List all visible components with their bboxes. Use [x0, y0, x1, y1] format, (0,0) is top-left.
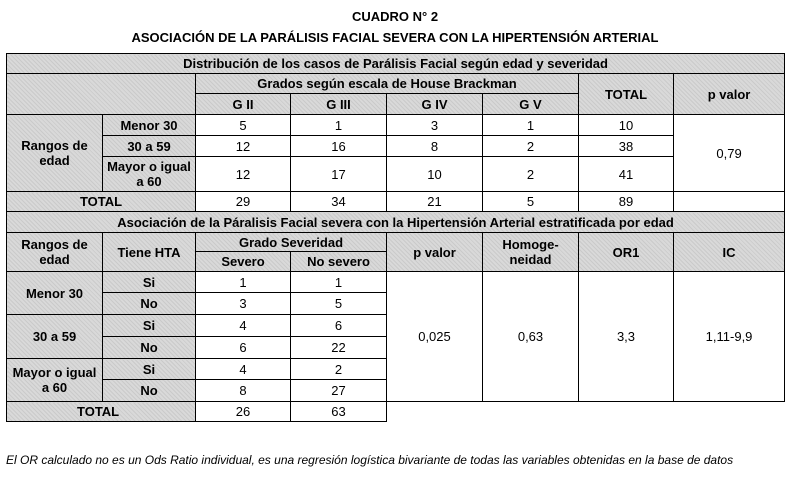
table-cell: 27 [291, 380, 387, 402]
total-header: TOTAL [579, 74, 674, 115]
hta-no-label: No [103, 293, 196, 315]
grade-header: G II [196, 94, 291, 115]
age-range-header: Rangos de edad [7, 233, 103, 272]
table-cell: 8 [196, 380, 291, 402]
row-label: Mayor o igual a 60 [103, 157, 196, 192]
hta-no-label: No [103, 337, 196, 359]
hta-yes-label: Si [103, 315, 196, 337]
table-cell: 89 [579, 192, 674, 212]
pvalue-header: p valor [387, 233, 483, 272]
table-cell: 21 [387, 192, 483, 212]
row-label: 30 a 59 [103, 136, 196, 157]
table-cell: 3 [196, 293, 291, 315]
pvalue-header: p valor [674, 74, 785, 115]
table-cell: 2 [483, 157, 579, 192]
non-severe-header: No severo [291, 252, 387, 272]
table-cell: 22 [291, 337, 387, 359]
association-table [6, 53, 785, 422]
table-cell: 1 [196, 272, 291, 293]
grade-header: G V [483, 94, 579, 115]
homogeneity-header: Homoge-neidad [483, 233, 579, 272]
table-cell: 1 [483, 115, 579, 136]
odds-ratio-cell: 3,3 [579, 272, 674, 402]
cuadro-number: CUADRO N° 2 [351, 9, 439, 24]
row-label: Menor 30 [103, 115, 196, 136]
confidence-interval-cell: 1,11-9,9 [674, 272, 785, 402]
table-cell: 10 [579, 115, 674, 136]
group-label: 30 a 59 [7, 315, 103, 359]
grade-header: G III [291, 94, 387, 115]
empty-cell [387, 402, 785, 422]
table-cell: 5 [196, 115, 291, 136]
table-cell: 2 [483, 136, 579, 157]
table-cell: 29 [196, 192, 291, 212]
table-cell: 63 [291, 402, 387, 422]
table-cell: 12 [196, 136, 291, 157]
table-cell: 1 [291, 272, 387, 293]
section2-title: Asociación de la Páralisis Facial severa con la Hipertensión Arterial estratificada por edad [7, 212, 785, 233]
table-cell: 4 [196, 359, 291, 380]
table-cell: 6 [196, 337, 291, 359]
footnote: El OR calculado no es un Ods Ratio individual, es una regresión logística bivariante de todas las variables obtenidas en la base de datos [6, 453, 734, 467]
severe-header: Severo [196, 252, 291, 272]
table-cell: 8 [387, 136, 483, 157]
pvalue-cell: 0,79 [674, 115, 785, 192]
blank-header [7, 74, 196, 115]
pvalue-cell: 0,025 [387, 272, 483, 402]
table-cell: 5 [291, 293, 387, 315]
table-cell: 6 [291, 315, 387, 337]
severity-header: Grado Severidad [196, 233, 387, 252]
table-cell: 12 [196, 157, 291, 192]
empty-cell [674, 192, 785, 212]
group-label: Menor 30 [7, 272, 103, 315]
section1-title: Distribución de los casos de Parálisis Facial según edad y severidad [7, 54, 785, 74]
age-range-label: Rangos de edad [7, 115, 103, 192]
group-label: Mayor o igual a 60 [7, 359, 103, 402]
hta-yes-label: Si [103, 272, 196, 293]
homogeneity-cell: 0,63 [483, 272, 579, 402]
total-row-label: TOTAL [7, 192, 196, 212]
odds-ratio-header: OR1 [579, 233, 674, 272]
table-cell: 41 [579, 157, 674, 192]
table-cell: 16 [291, 136, 387, 157]
confidence-interval-header: IC [674, 233, 785, 272]
grade-header: G IV [387, 94, 483, 115]
table-cell: 17 [291, 157, 387, 192]
table-cell: 5 [483, 192, 579, 212]
table-cell: 2 [291, 359, 387, 380]
table-cell: 10 [387, 157, 483, 192]
table-cell: 34 [291, 192, 387, 212]
total-row-label: TOTAL [7, 402, 196, 422]
table-cell: 4 [196, 315, 291, 337]
hta-no-label: No [103, 380, 196, 402]
table-cell: 38 [579, 136, 674, 157]
table-cell: 1 [291, 115, 387, 136]
hta-header: Tiene HTA [103, 233, 196, 272]
table-cell: 26 [196, 402, 291, 422]
grades-header: Grados según escala de House Brackman [196, 74, 579, 94]
table-cell: 3 [387, 115, 483, 136]
hta-yes-label: Si [103, 359, 196, 380]
document-title: ASOCIACIÓN DE LA PARÁLISIS FACIAL SEVERA CON LA HIPERTENSIÓN ARTERIAL [131, 30, 659, 45]
